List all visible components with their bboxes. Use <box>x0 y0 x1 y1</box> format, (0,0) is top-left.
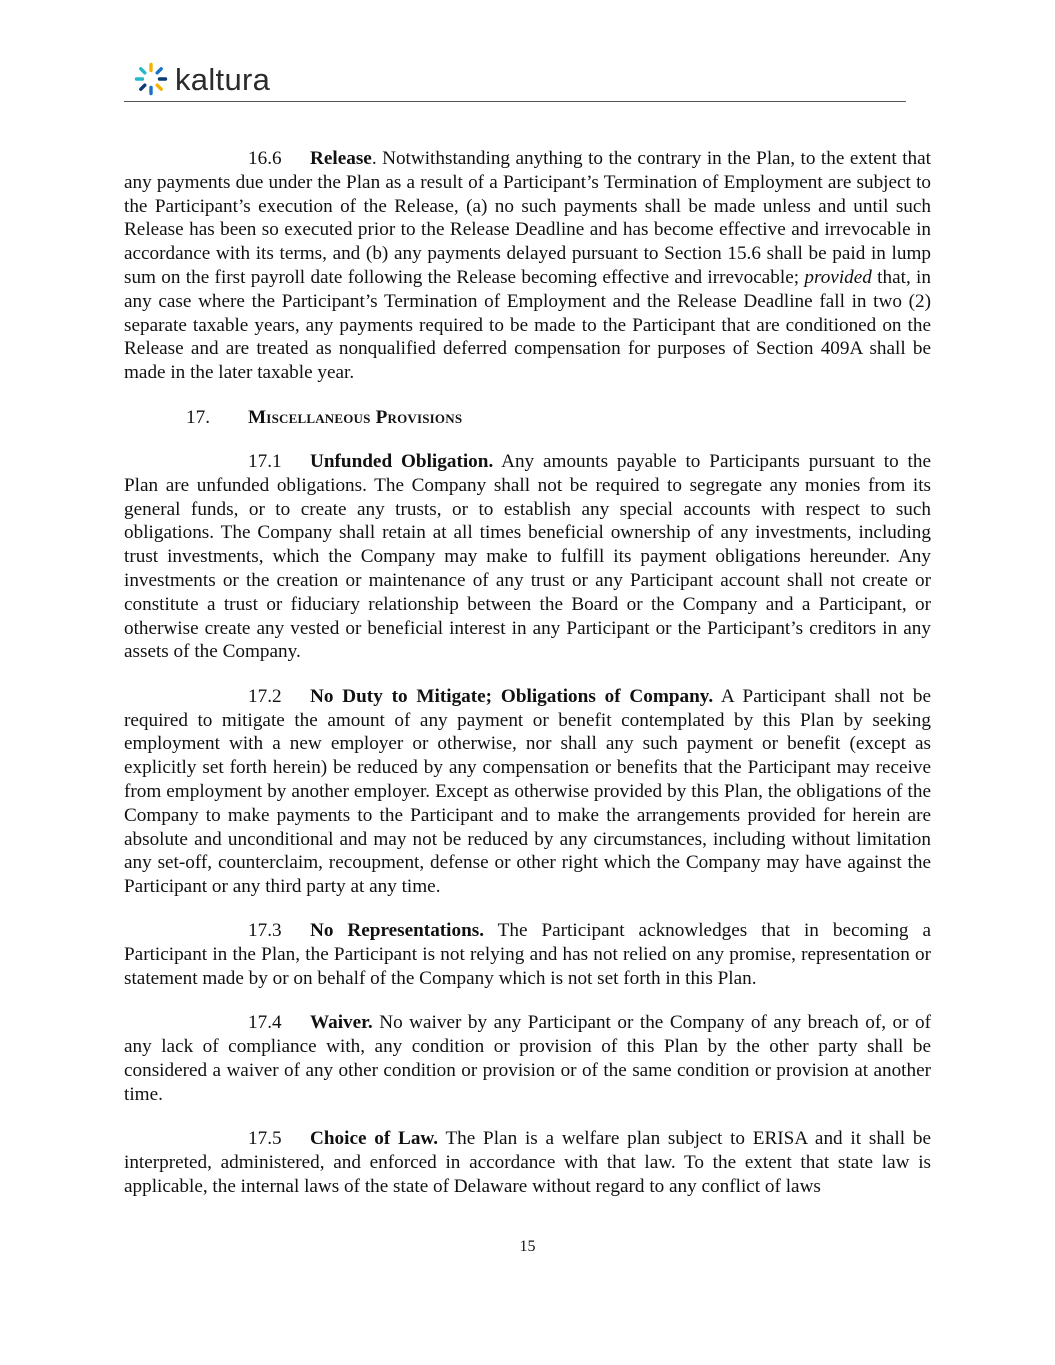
document-body <box>124 147 931 1219</box>
section-title: Unfunded Obligation. <box>310 450 494 472</box>
section-text: The Plan is a welfare plan subject to ERISA and it shall be interpreted, administered, and enforced in accordance with that law. To the extent that state law is applicable, the internal laws of the state of Delaware without regard to any conflict of laws <box>124 1128 931 1197</box>
section-title: No Duty to Mitigate; Obligations of Company. <box>310 685 714 707</box>
section-number: 17.4 <box>248 1012 282 1034</box>
page-header <box>124 58 906 102</box>
section-17-2 <box>124 685 931 899</box>
section-text: . Notwithstanding anything to the contrary in the Plan, to the extent that any payments due under the Plan as a result of a Participant’s Termination of Employment are subject to the Participant’s execution of the Release, (a) no such payments shall be made unless and until such Release has been so executed prior to the Release Deadline and has become effective and irrevocable in accordance with its terms, and (b) any payments delayed pursuant to Section 15.6 shall be paid in lump sum on the first payroll date following the Release becoming effective and irrevocable; <box>124 148 931 288</box>
section-title: Miscellaneous Provisions <box>248 406 463 428</box>
brand-name: kaltura <box>175 61 271 97</box>
section-17-1 <box>124 450 931 664</box>
section-number: 17.5 <box>248 1128 282 1150</box>
section-title: Choice of Law. <box>310 1128 439 1150</box>
section-text: No waiver by any Participant or the Company of any breach of, or of any lack of compliance with, any condition or provision of this Plan by the other party shall be considered a waiver of any other condition or provision or of the same condition or provision at another time. <box>124 1012 931 1105</box>
section-number: 17.1 <box>248 450 282 472</box>
section-text: that, in any case where the Participant’s Termination of Employment and the Release Deadline fall in two (2) separate taxable years, any payments required to be made to the Participant that are conditioned on the Release and are treated as nonqualified deferred compensation for purposes of Section 409A shall be made in the later taxable year. <box>124 266 931 384</box>
kaltura-sparkle-icon <box>134 62 168 96</box>
section-text: A Participant shall not be required to mitigate the amount of any payment or benefit contemplated by this Plan by seeking employment with a new employer or otherwise, nor shall any such payment or benefit (except as explicitly set forth herein) be reduced by any compensation or benefits that the Participant may receive from employment by another employer. Except as otherwise provided by this Plan, the obligations of the Company to make payments to the Participant and to make the arrangements provided for herein are absolute and unconditional and may not be reduced by any circumstances, including without limitation any set-off, counterclaim, recoupment, defense or other right which the Company may have against the Participant or any third party at any time. <box>124 685 932 898</box>
section-text: Any amounts payable to Participants pursuant to the Plan are unfunded obligations. The Company shall not be required to segregate any monies from its general funds, or to create any trusts, or to establish any special accounts with respect to such obligations. The Company shall retain at all times beneficial ownership of any investments, including trust investments, which the Company may make to fulfill its payment obligations hereunder. Any investments or the creation or maintenance of any trust or any Participant account shall not create or constitute a trust or fiduciary relationship between the Board or the Company and a Participant, or otherwise create any vested or beneficial interest in any Participant or the Participant’s creditors in any assets of the Company. <box>124 450 931 663</box>
section-17-5 <box>124 1127 931 1198</box>
section-number: 17.2 <box>248 685 282 707</box>
section-number: 17. <box>186 406 210 428</box>
section-number: 17.3 <box>248 920 282 942</box>
section-17-4 <box>124 1011 931 1106</box>
section-17-heading <box>124 406 931 430</box>
section-title: No Representations. <box>310 920 485 942</box>
section-16-6 <box>124 147 931 385</box>
page-number: 15 <box>519 1238 536 1255</box>
section-text: The Participant acknowledges that in becoming a Participant in the Plan, the Participant is not relying and has not relied on any promise, representation or statement made by or on behalf of the Company which is not set forth in this Plan. <box>124 920 931 990</box>
section-number: 16.6 <box>248 148 282 169</box>
section-title: Release <box>310 148 372 169</box>
header-divider <box>124 101 906 102</box>
kaltura-logo <box>134 62 270 96</box>
section-text-italic: provided <box>804 266 872 288</box>
section-17-3 <box>124 919 931 990</box>
section-title: Waiver. <box>310 1012 373 1034</box>
